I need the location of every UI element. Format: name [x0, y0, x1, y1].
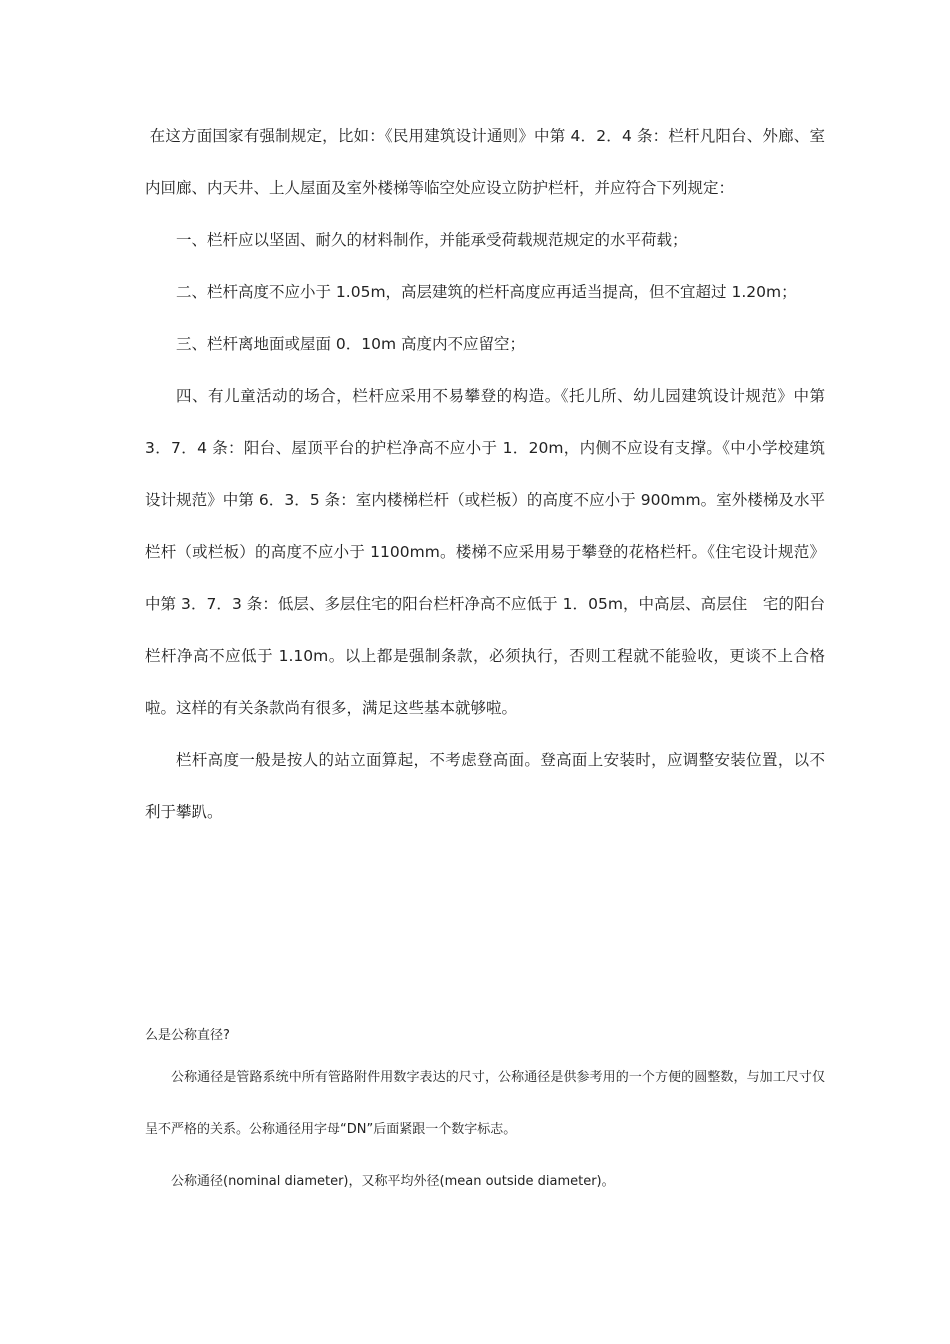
rule-four-paragraph: 四、有儿童活动的场合，栏杆应采用不易攀登的构造。《托儿所、幼儿园建筑设计规范》中第 3．7．4 条：阳台、屋顶平台的护栏净高不应小于 1．20m，内侧不应设有支撑。《中小学校建筑设计规范》中第 6．3．5 条：室内楼梯栏杆（或栏板）的高度不应小于 900mm。室外楼梯及水平栏杆（或栏板）的高度不应小于 1100mm。楼梯不应采用易于攀登的花格栏杆。《住宅设计规范》中第 3．7．3 条：低层、多层住宅的阳台栏杆净高不应低于 1．05m，中高层、高层住 宅的阳台栏杆净高不应低于 1.10m。以上都是强制条款，必须执行，否则工程就不能验收，更谈不上合格啦。这样的有关条款尚有很多，满足这些基本就够啦。	[145, 387, 825, 717]
intro-paragraph: 在这方面国家有强制规定，比如：《民用建筑设计通则》中第 4．2．4 条：栏杆凡阳台、外廊、室内回廊、内天井、上人屋面及室外楼梯等临空处应设立防护栏杆，并应符合下列规定：	[145, 127, 825, 197]
rule-one-paragraph: 一、栏杆应以坚固、耐久的材料制作，并能承受荷载规范规定的水平荷载；	[176, 231, 688, 249]
nominal-diameter-heading: 么是公称直径?	[145, 1028, 230, 1043]
nominal-diameter-alias: 公称通径(nominal diameter)，又称平均外径(mean outside diameter)。	[171, 1174, 615, 1189]
rule-three-paragraph: 三、栏杆离地面或屋面 0．10m 高度内不应留空；	[176, 335, 526, 353]
railing-height-paragraph: 栏杆高度一般是按人的站立面算起，不考虑登高面。登高面上安装时，应调整安装位置，以不利于攀趴。	[145, 751, 825, 821]
nominal-diameter-definition: 公称通径是管路系统中所有管路附件用数字表达的尺寸，公称通径是供参考用的一个方便的圆整数，与加工尺寸仅呈不严格的关系。公称通径用字母“DN”后面紧跟一个数字标志。	[145, 1070, 825, 1137]
nominal-diameter-section	[145, 1020, 825, 1208]
rule-two-paragraph: 二、栏杆高度不应小于 1.05m，高层建筑的栏杆高度应再适当提高，但不宜超过 1.20m；	[176, 283, 797, 301]
railing-regulations-section	[145, 110, 825, 838]
